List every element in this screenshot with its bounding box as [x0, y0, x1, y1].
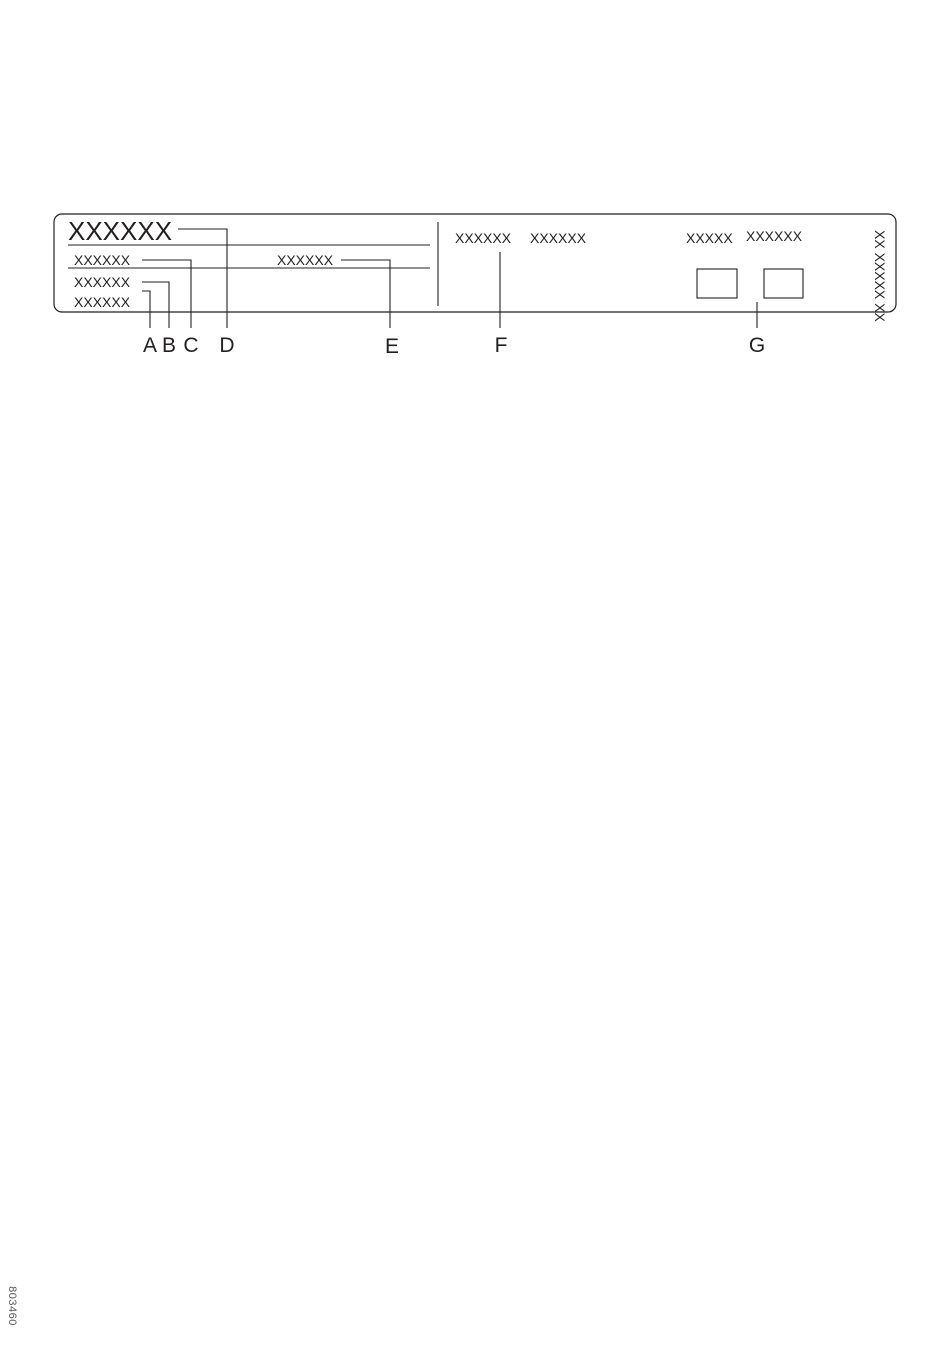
callout-d: D	[219, 334, 235, 357]
mark-box-right	[764, 269, 803, 298]
callout-c: C	[183, 334, 199, 357]
callout-a: A	[142, 334, 158, 357]
leader-b	[142, 282, 169, 328]
plate-center-field-2: XXXXXX	[530, 230, 587, 246]
plate-row-3: XXXXXX	[74, 294, 131, 310]
plate-right-field-2: XXXXXX	[746, 228, 803, 244]
plate-row-2: XXXXXX	[74, 274, 131, 290]
mark-box-left	[697, 269, 737, 298]
callout-g: G	[748, 334, 766, 357]
plate-center-field-1: XXXXXX	[455, 230, 512, 246]
figure-id	[5, 1282, 19, 1330]
plate-right-field-1: XXXXX	[686, 230, 733, 246]
callout-b: B	[161, 334, 177, 357]
figure-id-text: 803460	[6, 1286, 18, 1326]
plate-row-1: XXXXXX	[74, 252, 131, 268]
callout-f: F	[494, 334, 508, 357]
leader-c	[142, 260, 191, 328]
plate-title: XXXXXX	[68, 216, 173, 246]
plate-middle-field: XXXXXX	[277, 252, 334, 268]
plate-vertical-text: XX XXXXX XX	[872, 230, 888, 322]
leader-a	[142, 291, 150, 328]
callout-e: E	[384, 335, 400, 358]
leader-e	[341, 260, 390, 328]
leader-d	[178, 229, 227, 328]
